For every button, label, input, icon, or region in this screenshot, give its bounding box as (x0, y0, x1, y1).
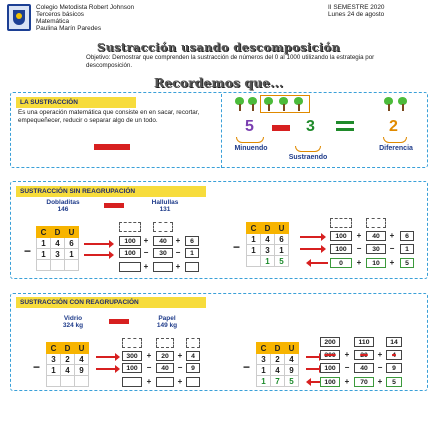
decomp-box: 100 (330, 244, 352, 254)
plus-sign: + (377, 377, 383, 386)
decomp-box-crossed: 4 (386, 350, 402, 360)
decomp-box: 30 (366, 244, 386, 254)
regroup-box: 14 (386, 337, 402, 347)
col-header: U (275, 223, 289, 234)
decomp-box: 100 (119, 236, 141, 246)
result-box: 0 (330, 258, 352, 268)
minus-bar (104, 203, 124, 208)
tree-icon (279, 97, 288, 111)
answer-box[interactable] (153, 262, 173, 272)
difference-value: 2 (389, 118, 398, 135)
minus-sign: − (143, 248, 149, 257)
date: Lunes 24 de agosto (328, 11, 385, 18)
result-box: 10 (366, 258, 386, 268)
page-title: Sustracción usando descomposición (96, 40, 341, 54)
col-header: D (271, 343, 285, 354)
arrow-left-icon (310, 262, 328, 264)
decomp-box: 30 (153, 248, 173, 258)
decomp-box: 9 (386, 363, 402, 373)
plus-sign: + (146, 377, 152, 386)
empty-box[interactable] (122, 338, 142, 348)
section1-qty2: 131 (159, 206, 171, 213)
decomp-box: 6 (185, 236, 199, 246)
tree-icon (294, 97, 303, 111)
digit: 3 (257, 354, 271, 365)
teacher: Paulina Marín Paredes (36, 25, 102, 32)
decomp-box-crossed: 300 (320, 350, 340, 360)
plus-sign: + (177, 351, 183, 360)
digit: 1 (275, 245, 289, 256)
decomp-box: 100 (119, 248, 141, 258)
minus-sign: − (24, 244, 32, 258)
digit: 6 (65, 238, 79, 249)
arrow-icon (84, 254, 110, 256)
plus-sign: + (146, 351, 152, 360)
minuend-label: Minuendo (234, 145, 268, 152)
plus-sign: + (389, 231, 395, 240)
empty-box[interactable] (186, 338, 200, 348)
plus-sign: + (344, 377, 350, 386)
plus-sign: + (389, 258, 395, 267)
digit: 9 (285, 365, 299, 376)
digit: 2 (61, 354, 75, 365)
plus-sign: + (143, 236, 149, 245)
arrow-icon (96, 368, 116, 370)
arrow-icon (96, 356, 116, 358)
decomp-box: 20 (156, 351, 174, 361)
tree-icon (384, 97, 393, 111)
arrow-icon (84, 243, 110, 245)
digit: 9 (75, 365, 89, 376)
decomp-box: 1 (185, 248, 199, 258)
section1-qty1: 146 (57, 206, 69, 213)
digit: 4 (51, 238, 65, 249)
decomp-box: 40 (156, 363, 174, 373)
plus-sign: + (377, 350, 383, 359)
result-digit: 1 (261, 256, 275, 267)
decomp-box: 9 (186, 363, 200, 373)
col-header: U (75, 343, 89, 354)
subtitle: Recordemos que... (153, 75, 284, 90)
digit: 1 (37, 238, 51, 249)
tree-icon (248, 97, 257, 111)
result-box: 100 (320, 377, 340, 387)
place-value-table (256, 342, 299, 387)
minus-sign: − (377, 363, 383, 372)
section1-item1: Dobladitas (46, 199, 80, 206)
definition-heading: LA SUSTRACCIÓN (16, 97, 136, 108)
plus-sign: + (177, 377, 183, 386)
plus-sign: + (344, 350, 350, 359)
minus-sign: − (33, 360, 41, 374)
section2-item1: Vidrio (63, 315, 83, 322)
result-box: 5 (386, 377, 402, 387)
answer-box[interactable] (185, 262, 199, 272)
result-box: 70 (354, 377, 374, 387)
decomp-box: 100 (122, 363, 142, 373)
digit: 4 (61, 365, 75, 376)
difference-label: Diferencia (379, 145, 413, 152)
minus-sign: − (175, 248, 181, 257)
digit[interactable] (37, 260, 51, 271)
place-value-table (246, 222, 289, 267)
decomp-box-crossed: 20 (354, 350, 374, 360)
arrow-icon (306, 356, 320, 358)
empty-box[interactable] (153, 222, 173, 232)
tree-icon (398, 97, 407, 111)
answer-box[interactable] (119, 262, 141, 272)
decomp-box: 100 (320, 363, 340, 373)
plus-sign: + (175, 262, 181, 271)
section1-heading: SUSTRACCIÓN SIN REAGRUPACIÓN (16, 186, 206, 197)
minus-symbol (272, 125, 290, 131)
red-bar (94, 144, 130, 150)
digit: 4 (285, 354, 299, 365)
decomp-box: 6 (400, 231, 414, 241)
header-date-info (328, 4, 384, 18)
decomp-box: 1 (400, 244, 414, 254)
brace (236, 137, 264, 143)
digit: 1 (247, 234, 261, 245)
digit[interactable] (61, 376, 75, 387)
section2-heading: SUSTRACCIÓN CON REAGRUPACIÓN (16, 297, 206, 308)
digit: 4 (75, 354, 89, 365)
equals-line-bottom (336, 128, 354, 131)
section2-item2: Papel (158, 315, 176, 322)
digit: 1 (65, 249, 79, 260)
decomp-box: 300 (122, 351, 142, 361)
col-header: C (247, 223, 261, 234)
digit[interactable] (75, 376, 89, 387)
result-digit: 5 (285, 376, 299, 387)
decomp-box: 100 (330, 231, 352, 241)
regroup-box: 200 (320, 337, 340, 347)
brace (383, 137, 407, 143)
col-header: C (257, 343, 271, 354)
decomp-box: 40 (354, 363, 374, 373)
decomp-box: 4 (186, 351, 200, 361)
subtrahend-label: Sustraendo (288, 154, 328, 161)
digit: 6 (275, 234, 289, 245)
digit: 4 (271, 365, 285, 376)
minus-bar (109, 319, 129, 324)
section1-item2: Hallullas (151, 199, 179, 206)
col-header: D (61, 343, 75, 354)
col-header: D (51, 227, 65, 238)
col-header: D (261, 223, 275, 234)
empty-box[interactable] (366, 218, 386, 228)
plus-sign: + (143, 262, 149, 271)
grade: Terceros básicos (36, 11, 84, 18)
arrow-left-icon (310, 381, 320, 383)
arrow-icon (300, 236, 322, 238)
digit: 3 (261, 245, 275, 256)
result-digit: 5 (275, 256, 289, 267)
col-header: C (47, 343, 61, 354)
col-header: C (37, 227, 51, 238)
section2-qty2: 149 kg (156, 322, 178, 329)
tree-icon (264, 97, 273, 111)
plus-sign: + (356, 231, 362, 240)
minus-sign: − (177, 363, 183, 372)
divider (221, 94, 222, 168)
col-header: U (65, 227, 79, 238)
digit: 2 (271, 354, 285, 365)
col-header: U (285, 343, 299, 354)
brace (295, 146, 321, 152)
decomp-box: 40 (153, 236, 173, 246)
answer-box[interactable] (122, 377, 142, 387)
answer-box[interactable] (186, 377, 200, 387)
minus-sign: − (344, 363, 350, 372)
minus-sign: − (389, 244, 395, 253)
digit: 1 (47, 365, 61, 376)
result-digit: 7 (271, 376, 285, 387)
digit[interactable] (47, 376, 61, 387)
plus-sign: + (175, 236, 181, 245)
minus-sign: − (146, 363, 152, 372)
tree-icon (235, 97, 244, 111)
header-info (36, 4, 134, 32)
objective: Objetivo: Demostrar que comprenden la sustracción de números del 0 al 1000 utilizando la estrategia por descomposición. (86, 54, 375, 69)
section2-qty1: 324 kg (62, 322, 84, 329)
digit[interactable] (51, 260, 65, 271)
result-digit (247, 256, 261, 267)
digit: 4 (261, 234, 275, 245)
subtrahend-value: 3 (306, 118, 315, 135)
decomp-box: 40 (366, 231, 386, 241)
minuend-value: 5 (245, 118, 254, 135)
digit: 1 (257, 365, 271, 376)
arrow-icon (300, 248, 322, 250)
empty-box[interactable] (119, 222, 141, 232)
answer-box[interactable] (156, 377, 174, 387)
plus-sign: + (356, 258, 362, 267)
place-value-table (46, 342, 89, 387)
minus-sign: − (233, 240, 241, 254)
equals-line-top (336, 121, 354, 124)
digit: 3 (51, 249, 65, 260)
result-box: 5 (400, 258, 414, 268)
semester: II SEMESTRE 2020 (328, 4, 385, 11)
minus-sign: − (356, 244, 362, 253)
digit: 1 (37, 249, 51, 260)
arrow-icon (306, 368, 320, 370)
digit: 3 (47, 354, 61, 365)
regroup-box: 110 (354, 337, 374, 347)
empty-box[interactable] (330, 218, 352, 228)
subject: Matemática (36, 18, 70, 25)
digit: 1 (247, 245, 261, 256)
empty-box[interactable] (156, 338, 174, 348)
school-logo (7, 4, 31, 31)
minus-sign: − (243, 360, 251, 374)
result-digit: 1 (257, 376, 271, 387)
digit[interactable] (65, 260, 79, 271)
school-name: Colegio Metodista Robert Johnson (36, 4, 135, 11)
place-value-table (36, 226, 79, 271)
definition-text: Es una operación matemática que consiste en en sacar, recortar, empequeñecer, reducir o separar algo de un todo. (18, 109, 200, 124)
